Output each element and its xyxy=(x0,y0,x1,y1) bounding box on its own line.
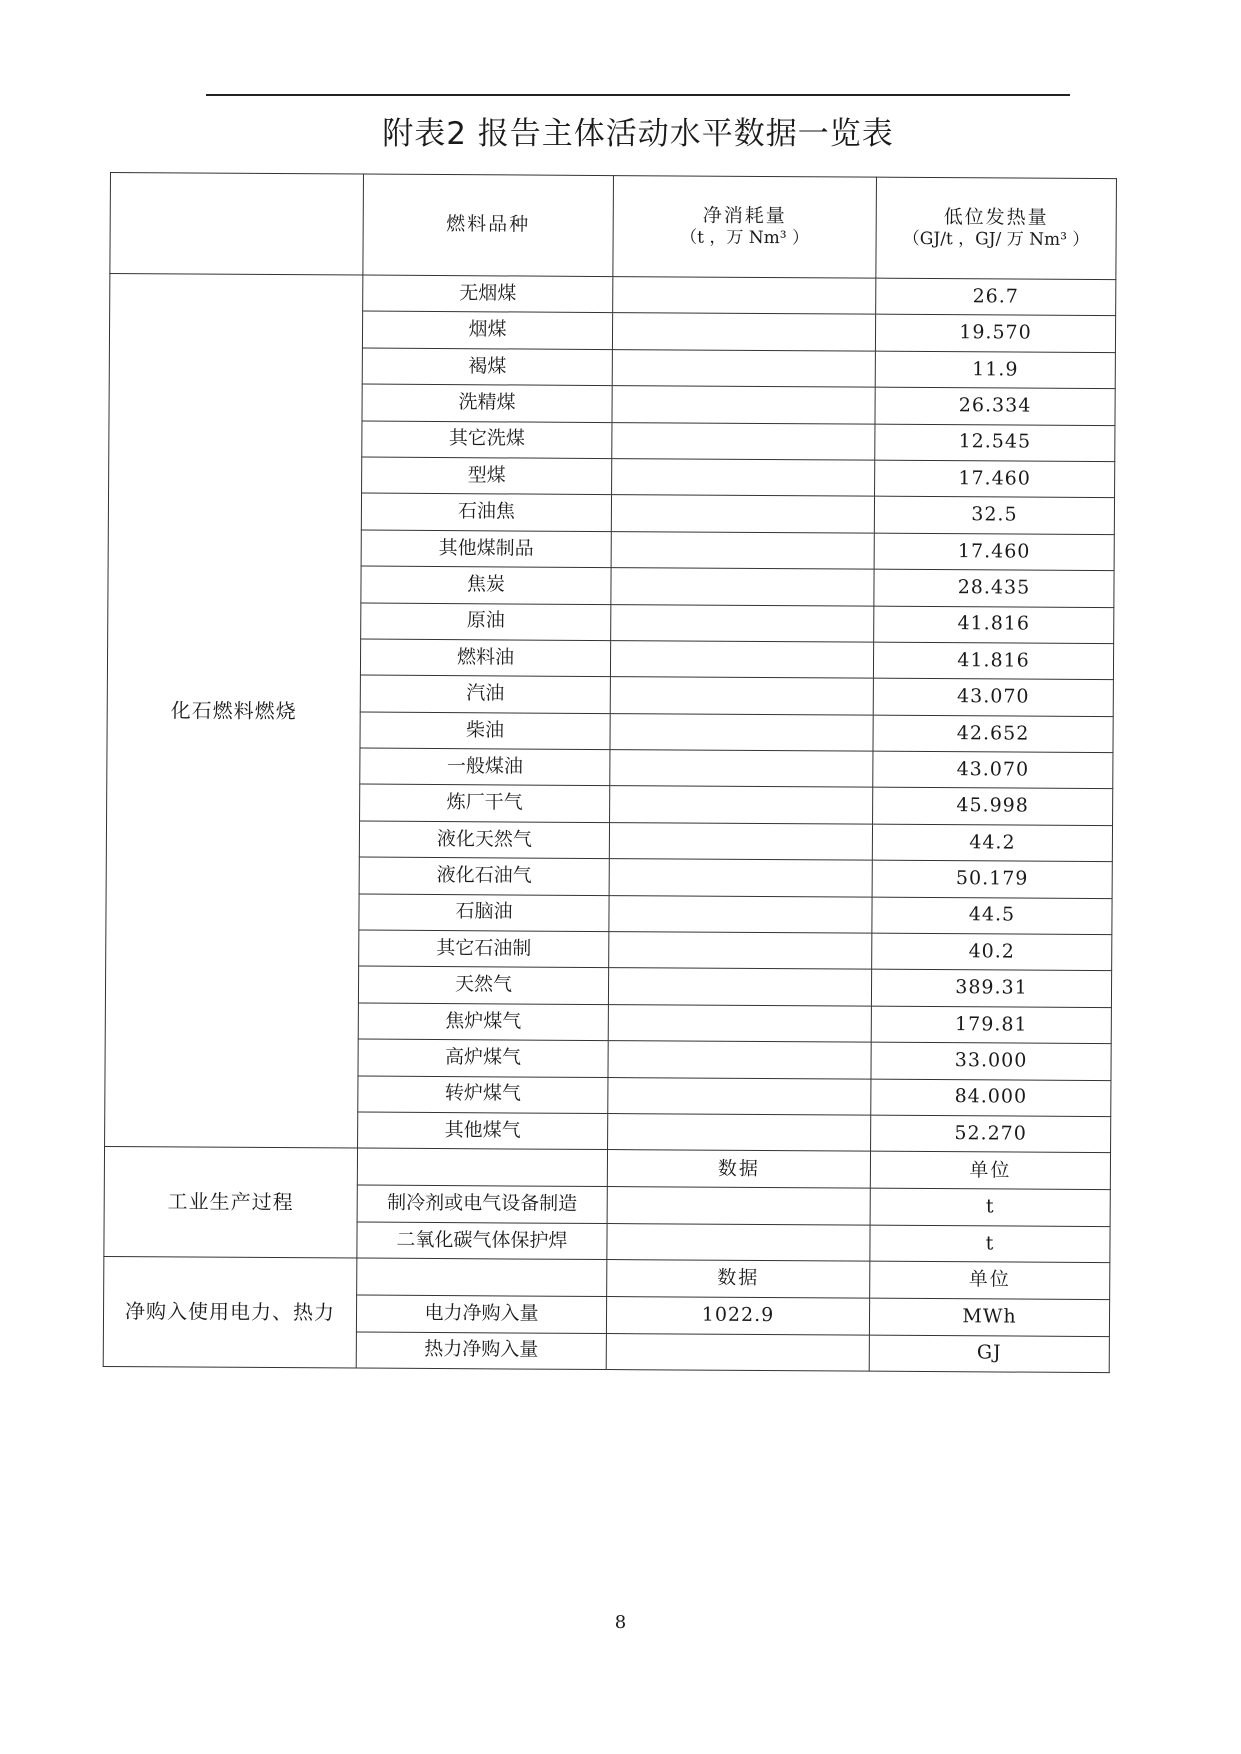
fuel-name: 无烟煤 xyxy=(363,275,613,313)
heat-value: 11.9 xyxy=(875,351,1115,389)
section-blank-cell xyxy=(357,1148,607,1187)
header-heat-value xyxy=(876,177,1117,279)
fuel-name: 石脑油 xyxy=(359,894,609,932)
heat-value: 179.81 xyxy=(871,1006,1111,1044)
fuel-name: 其他煤制品 xyxy=(361,530,611,568)
header-consumption xyxy=(613,176,877,279)
heat-value: 19.570 xyxy=(875,315,1115,353)
heat-value: 17.460 xyxy=(874,533,1114,571)
heat-value: 42.652 xyxy=(873,715,1113,753)
heat-value: 389.31 xyxy=(871,970,1111,1008)
item-value xyxy=(607,1223,870,1261)
heat-value: 52.270 xyxy=(871,1115,1111,1153)
heat-value: 26.7 xyxy=(876,278,1116,316)
item-value xyxy=(607,1187,870,1225)
heat-value: 43.070 xyxy=(873,751,1113,789)
category-fossil-fuel: 化石燃料燃烧 xyxy=(105,274,363,1149)
consumption-value xyxy=(612,313,875,351)
activity-data-table xyxy=(103,172,1117,1373)
category-purchased-power-heat: 净购入使用电力、热力 xyxy=(103,1257,357,1368)
heat-value: 17.460 xyxy=(875,460,1115,498)
consumption-value xyxy=(608,1004,871,1042)
heat-value: 32.5 xyxy=(874,497,1114,535)
fuel-name: 汽油 xyxy=(360,675,610,713)
item-name: 二氧化碳气体保护焊 xyxy=(357,1222,607,1260)
header-row xyxy=(110,173,1117,280)
item-name: 热力净购入量 xyxy=(356,1332,606,1370)
section-header-row xyxy=(104,1257,1110,1300)
fuel-name: 其它石油制 xyxy=(359,930,609,968)
heat-value: 41.816 xyxy=(873,642,1113,680)
consumption-value xyxy=(608,968,871,1006)
fuel-name: 洗精煤 xyxy=(362,384,612,422)
consumption-value xyxy=(612,422,875,460)
consumption-value xyxy=(610,713,873,751)
header-consumption-unit: （t ，万 Nm³ ） xyxy=(680,227,810,249)
heat-value: 26.334 xyxy=(875,387,1115,425)
item-value xyxy=(606,1333,869,1371)
section-header-row xyxy=(104,1147,1110,1190)
consumption-value xyxy=(609,822,872,860)
fuel-name: 褐煤 xyxy=(362,348,612,386)
section-blank-cell xyxy=(357,1258,607,1297)
fuel-name: 焦炉煤气 xyxy=(358,1003,608,1041)
item-unit: t xyxy=(870,1225,1110,1263)
consumption-value xyxy=(608,1077,871,1115)
data-column-label: 数据 xyxy=(607,1260,870,1299)
page-title: 附表2 报告主体活动水平数据一览表 xyxy=(382,116,894,152)
fuel-name: 天然气 xyxy=(358,966,608,1004)
consumption-value xyxy=(610,750,873,788)
heat-value: 44.2 xyxy=(872,824,1112,862)
heat-value: 43.070 xyxy=(873,678,1113,716)
fuel-name: 液化石油气 xyxy=(359,857,609,895)
header-fuel-type: 燃料品种 xyxy=(363,174,614,277)
category-industrial-process: 工业生产过程 xyxy=(104,1147,358,1258)
consumption-value xyxy=(611,604,874,642)
heat-value: 50.179 xyxy=(872,860,1112,898)
item-unit: MWh xyxy=(869,1298,1109,1336)
fuel-name: 焦炭 xyxy=(361,566,611,604)
fuel-name: 柴油 xyxy=(360,712,610,750)
consumption-value xyxy=(610,677,873,715)
item-name: 制冷剂或电气设备制造 xyxy=(357,1185,607,1223)
page-number: 8 xyxy=(614,1612,627,1633)
item-unit: t xyxy=(870,1189,1110,1227)
heat-value: 84.000 xyxy=(871,1079,1111,1117)
consumption-value xyxy=(611,531,874,569)
fuel-name: 转炉煤气 xyxy=(358,1076,608,1114)
fuel-name: 原油 xyxy=(361,603,611,641)
fuel-name: 烟煤 xyxy=(362,311,612,349)
fuel-name: 石油焦 xyxy=(361,493,611,531)
fuel-name: 燃料油 xyxy=(360,639,610,677)
header-blank-cell xyxy=(110,173,364,276)
fuel-name: 液化天然气 xyxy=(359,821,609,859)
unit-column-label: 单位 xyxy=(870,1152,1110,1190)
heat-value: 33.000 xyxy=(871,1042,1111,1080)
heat-value: 45.998 xyxy=(873,788,1113,826)
consumption-value xyxy=(613,277,876,315)
header-consumption-label: 净消耗量 xyxy=(702,204,787,227)
heat-value: 12.545 xyxy=(875,424,1115,462)
consumption-value xyxy=(612,459,875,497)
unit-column-label: 单位 xyxy=(870,1261,1110,1299)
heat-value: 41.816 xyxy=(874,606,1114,644)
consumption-value xyxy=(609,859,872,897)
data-column-label: 数据 xyxy=(607,1150,870,1189)
fuel-name: 型煤 xyxy=(362,457,612,495)
item-value: 1022.9 xyxy=(606,1297,869,1335)
fuel-name: 其它洗煤 xyxy=(362,421,612,459)
header-heat-value-unit: （GJ/t ，GJ/ 万 Nm³ ） xyxy=(902,229,1090,251)
item-name: 电力净购入量 xyxy=(356,1295,606,1333)
heat-value: 40.2 xyxy=(872,933,1112,971)
top-rule xyxy=(206,94,1070,96)
consumption-value xyxy=(609,932,872,970)
heat-value: 44.5 xyxy=(872,897,1112,935)
consumption-value xyxy=(609,895,872,933)
fuel-name: 炼厂干气 xyxy=(360,785,610,823)
heat-value: 28.435 xyxy=(874,569,1114,607)
fuel-name: 一般煤油 xyxy=(360,748,610,786)
consumption-value xyxy=(611,495,874,533)
table-row xyxy=(110,274,1116,317)
consumption-value xyxy=(612,349,875,387)
fuel-name: 其他煤气 xyxy=(358,1112,608,1150)
consumption-value xyxy=(610,640,873,678)
consumption-value xyxy=(610,786,873,824)
consumption-value xyxy=(608,1114,871,1152)
consumption-value xyxy=(611,568,874,606)
consumption-value xyxy=(612,386,875,424)
header-heat-value-label: 低位发热量 xyxy=(943,205,1049,229)
item-unit: GJ xyxy=(869,1335,1109,1373)
fuel-name: 高炉煤气 xyxy=(358,1039,608,1077)
consumption-value xyxy=(608,1041,871,1079)
